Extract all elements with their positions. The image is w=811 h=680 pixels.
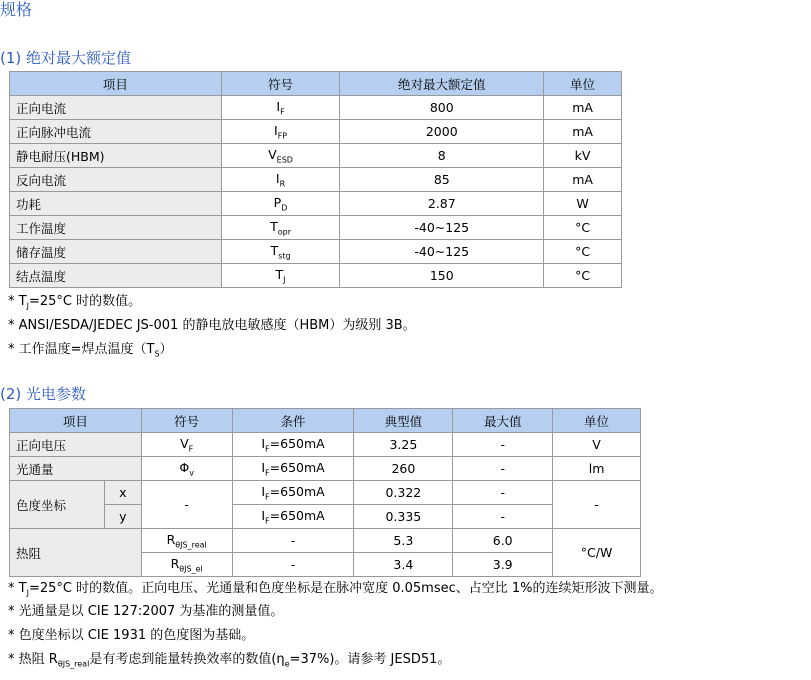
- symbol-cell: $V_F$: [141, 433, 232, 457]
- rating-cell: 800: [340, 96, 544, 120]
- table-row: [10, 433, 641, 457]
- max-cell: -: [453, 505, 553, 529]
- axis-label: x: [104, 481, 141, 505]
- row-label: 功耗: [10, 192, 222, 216]
- header-symbol: 符号: [221, 72, 340, 96]
- table-row: [10, 168, 622, 192]
- note-2-2: * 光通量是以 CIE 127:2007 为基准的测量值。: [8, 604, 284, 619]
- table-row: [10, 240, 622, 264]
- note-1-3: * 工作温度=焊点温度$(T_S)$: [8, 342, 173, 359]
- condition-cell: $I_F=650mA$: [232, 481, 354, 505]
- row-label: 储存温度: [10, 240, 222, 264]
- table-row: [10, 264, 622, 288]
- rating-cell: 2.87: [340, 192, 544, 216]
- table-header-row: [10, 72, 622, 96]
- symbol-cell: $R_{\theta JS\_el}$: [141, 553, 232, 577]
- row-label: 色度坐标: [10, 481, 105, 529]
- table-header-row: [10, 409, 641, 433]
- table-row: [10, 216, 622, 240]
- header-max-rating: 绝对最大额定值: [340, 72, 544, 96]
- table-row: [10, 192, 622, 216]
- note-1-1: * $T_J=25^\circ C$ 时的数值。: [8, 294, 142, 311]
- unit-cell: °C: [544, 264, 622, 288]
- symbol-cell: $T_{opr}$: [221, 216, 340, 240]
- max-cell: -: [453, 457, 553, 481]
- row-label: 静电耐压(HBM): [10, 144, 222, 168]
- condition-cell: $I_F=650mA$: [232, 505, 354, 529]
- header-unit: 单位: [553, 409, 641, 433]
- table-row: [10, 505, 641, 529]
- typical-cell: 0.322: [354, 481, 453, 505]
- unit-cell: W: [544, 192, 622, 216]
- max-cell: -: [453, 481, 553, 505]
- row-label: 正向脉冲电流: [10, 120, 222, 144]
- section1-title: (1) 绝对最大额定值: [0, 49, 132, 67]
- rating-cell: 150: [340, 264, 544, 288]
- symbol-cell: -: [141, 481, 232, 529]
- optical-electrical-table: [9, 408, 641, 577]
- unit-cell: V: [553, 433, 641, 457]
- max-cell: 3.9: [453, 553, 553, 577]
- max-cell: 6.0: [453, 529, 553, 553]
- row-label: 正向电流: [10, 96, 222, 120]
- row-label: 结点温度: [10, 264, 222, 288]
- unit-cell: kV: [544, 144, 622, 168]
- unit-cell: mA: [544, 120, 622, 144]
- symbol-cell: $V_{ESD}$: [221, 144, 340, 168]
- header-typical: 典型值: [354, 409, 453, 433]
- header-item: 项目: [10, 72, 222, 96]
- typical-cell: 0.335: [354, 505, 453, 529]
- header-symbol: 符号: [141, 409, 232, 433]
- page-title: 规格: [0, 0, 33, 19]
- symbol-cell: $I_R$: [221, 168, 340, 192]
- symbol-cell: $I_F$: [221, 96, 340, 120]
- symbol-cell: $R_{\theta JS\_real}$: [141, 529, 232, 553]
- typical-cell: 3.25: [354, 433, 453, 457]
- note-2-4: * 热阻 $R_{\theta JS\_real}$是有考虑到能量转换效率的数值$(\eta_e=37\%)$。请参考 JESD51。: [8, 652, 451, 669]
- note-1-2: * ANSI/ESDA/JEDEC JS-001 的静电放电敏感度（HBM）为级别 3B。: [8, 318, 416, 333]
- header-condition: 条件: [232, 409, 354, 433]
- rating-cell: 85: [340, 168, 544, 192]
- row-label: 正向电压: [10, 433, 142, 457]
- row-label: 光通量: [10, 457, 142, 481]
- table-row: [10, 481, 641, 505]
- note-2-1: * $T_J=25^\circ C$ 时的数值。正向电压、光通量和色度坐标是在脉冲宽度 0.05msec、占空比 1%的连续矩形波下测量。: [8, 581, 663, 598]
- row-label: 工作温度: [10, 216, 222, 240]
- header-unit: 单位: [544, 72, 622, 96]
- unit-cell: -: [553, 481, 641, 529]
- note-2-3: * 色度坐标以 CIE 1931 的色度图为基础。: [8, 628, 255, 643]
- unit-cell: °C/W: [553, 529, 641, 577]
- unit-cell: lm: [553, 457, 641, 481]
- table-row: [10, 457, 641, 481]
- symbol-cell: $I_{FP}$: [221, 120, 340, 144]
- unit-cell: mA: [544, 168, 622, 192]
- condition-cell: -: [232, 553, 354, 577]
- typical-cell: 5.3: [354, 529, 453, 553]
- table-row: [10, 529, 641, 553]
- symbol-cell: $T_J$: [221, 264, 340, 288]
- unit-cell: °C: [544, 240, 622, 264]
- condition-cell: $I_F=650mA$: [232, 457, 354, 481]
- table-row: [10, 96, 622, 120]
- symbol-cell: $P_D$: [221, 192, 340, 216]
- table-row: [10, 144, 622, 168]
- rating-cell: -40~125: [340, 240, 544, 264]
- symbol-cell: $\Phi_v$: [141, 457, 232, 481]
- header-item: 项目: [10, 409, 142, 433]
- typical-cell: 3.4: [354, 553, 453, 577]
- unit-cell: mA: [544, 96, 622, 120]
- rating-cell: 8: [340, 144, 544, 168]
- row-label: 反向电流: [10, 168, 222, 192]
- rating-cell: -40~125: [340, 216, 544, 240]
- table-row: [10, 120, 622, 144]
- unit-cell: °C: [544, 216, 622, 240]
- absolute-max-ratings-table: [9, 71, 622, 288]
- header-maximum: 最大值: [453, 409, 553, 433]
- condition-cell: $I_F=650mA$: [232, 433, 354, 457]
- max-cell: -: [453, 433, 553, 457]
- axis-label: y: [104, 505, 141, 529]
- section2-title: (2) 光电参数: [0, 385, 87, 403]
- row-label: 热阻: [10, 529, 142, 577]
- condition-cell: -: [232, 529, 354, 553]
- symbol-cell: $T_{stg}$: [221, 240, 340, 264]
- rating-cell: 2000: [340, 120, 544, 144]
- typical-cell: 260: [354, 457, 453, 481]
